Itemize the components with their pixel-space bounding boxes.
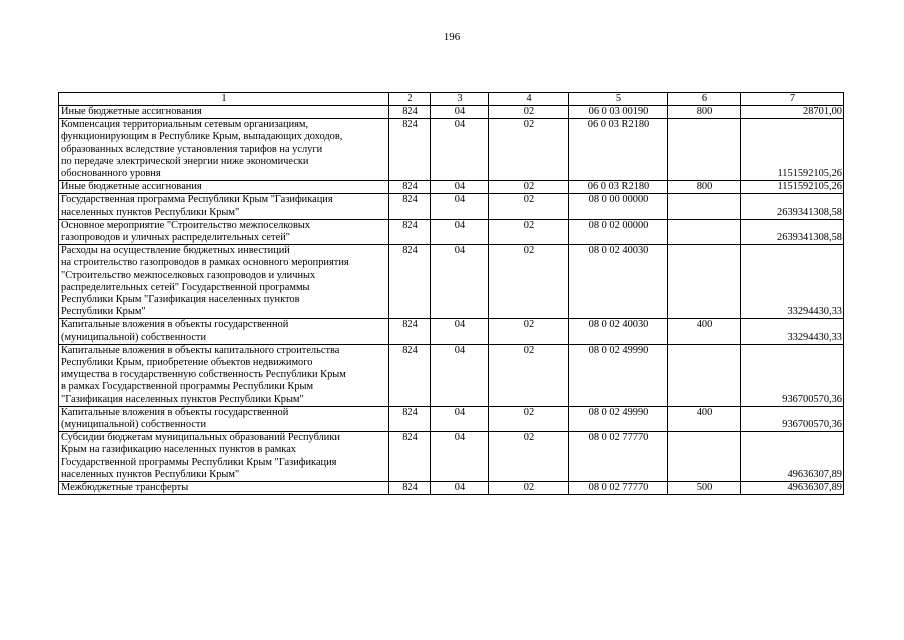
- table-row: [59, 181, 844, 194]
- row-name: Иные бюджетные ассигнования: [61, 106, 202, 117]
- row-section-cell: 04: [431, 319, 489, 344]
- row-code-cell: 824: [389, 319, 431, 344]
- row-target-cell: 08 0 02 49990: [569, 344, 668, 406]
- row-amount-cell: 936700570,36: [741, 406, 844, 431]
- row-subsection-cell: 02: [489, 181, 569, 194]
- row-expense-type-cell: 500: [668, 482, 741, 495]
- row-expense-type-cell: 400: [668, 319, 741, 344]
- table-header-row: [59, 93, 844, 106]
- row-code-cell: 824: [389, 219, 431, 244]
- row-expense-type-cell: [668, 344, 741, 406]
- row-amount-cell: 49636307,89: [741, 482, 844, 495]
- row-subsection-cell: 02: [489, 245, 569, 319]
- row-code-cell: 824: [389, 432, 431, 482]
- row-expense-type-cell: [668, 245, 741, 319]
- row-subsection-cell: 02: [489, 406, 569, 431]
- row-target-cell: 08 0 02 40030: [569, 319, 668, 344]
- table-row: [59, 319, 844, 344]
- row-code-cell: 824: [389, 194, 431, 219]
- row-expense-type-cell: 400: [668, 406, 741, 431]
- row-section-cell: 04: [431, 194, 489, 219]
- row-name-cell: [59, 219, 389, 244]
- column-header: 1: [59, 93, 389, 106]
- table-row: [59, 406, 844, 431]
- row-code-cell: 824: [389, 119, 431, 181]
- row-name-cell: [59, 245, 389, 319]
- row-amount-cell: 33294430,33: [741, 319, 844, 344]
- row-name: Иные бюджетные ассигнования: [61, 181, 202, 193]
- row-name: Государственная программа Республики Крым "Газификация населенных пунктов Республики Крым": [61, 194, 333, 218]
- row-subsection-cell: 02: [489, 319, 569, 344]
- row-subsection-cell: 02: [489, 119, 569, 181]
- row-target-cell: 08 0 02 00000: [569, 219, 668, 244]
- column-header: 5: [569, 93, 668, 106]
- row-name: Капитальные вложения в объекты капитального строительства Республики Крым, приобретение объектов недвижимого имущества в государственную собственность Республики Крым в рамках Государственной программы Республики Крым "Газификация населенных пунктов Республики Крым": [61, 344, 346, 405]
- row-name: Основное мероприятие "Строительство межпоселковых газопроводов и уличных распределительных сетей": [61, 219, 311, 244]
- row-section-cell: 04: [431, 432, 489, 482]
- row-name-cell: [59, 319, 389, 344]
- row-section-cell: 04: [431, 219, 489, 244]
- table-row: [59, 194, 844, 219]
- row-amount-cell: 936700570,36: [741, 344, 844, 406]
- column-header: 7: [741, 93, 844, 106]
- row-section-cell: 04: [431, 119, 489, 181]
- column-header: 6: [668, 93, 741, 106]
- row-name-cell: [59, 406, 389, 431]
- row-name-cell: [59, 119, 389, 181]
- row-section-cell: 04: [431, 344, 489, 406]
- row-expense-type-cell: [668, 432, 741, 482]
- row-name-cell: [59, 482, 389, 495]
- table-row: [59, 219, 844, 244]
- table-row: [59, 344, 844, 406]
- row-amount-cell: 28701,00: [741, 106, 844, 119]
- row-amount-cell: 2639341308,58: [741, 219, 844, 244]
- row-name: Капитальные вложения в объекты государственной (муниципальной) собственности: [61, 319, 289, 343]
- row-name: Субсидии бюджетам муниципальных образований Республики Крым на газификацию населенных пунктов в рамках Государственной программы Республики Крым "Газификация населенных пунктов Республики Крым": [61, 432, 340, 480]
- column-header: 3: [431, 93, 489, 106]
- row-target-cell: 06 0 03 R2180: [569, 119, 668, 181]
- row-subsection-cell: 02: [489, 106, 569, 119]
- column-header: 4: [489, 93, 569, 106]
- row-amount-cell: 1151592105,26: [741, 181, 844, 194]
- row-target-cell: 08 0 02 77770: [569, 432, 668, 482]
- row-target-cell: 08 0 02 40030: [569, 245, 668, 319]
- row-target-cell: 08 0 00 00000: [569, 194, 668, 219]
- row-target-cell: 06 0 03 00190: [569, 106, 668, 119]
- row-amount-cell: 1151592105,26: [741, 119, 844, 181]
- row-name: Расходы на осуществление бюджетных инвестиций на строительство газопроводов в рамках основного мероприятия "Строительство межпоселковых газопроводов и уличных распределительных сетей" Государственной программы Республики Крым "Газификация населенных пунктов Республики Крым": [61, 245, 349, 318]
- budget-table: [58, 92, 844, 495]
- row-code-cell: 824: [389, 106, 431, 119]
- row-name: Межбюджетные трансферты: [61, 482, 189, 494]
- row-name-cell: [59, 432, 389, 482]
- row-section-cell: 04: [431, 406, 489, 431]
- row-target-cell: 08 0 02 77770: [569, 482, 668, 495]
- row-name-cell: [59, 194, 389, 219]
- row-target-cell: 08 0 02 49990: [569, 406, 668, 431]
- row-name: Капитальные вложения в объекты государственной (муниципальной) собственности: [61, 406, 289, 431]
- row-section-cell: 04: [431, 482, 489, 495]
- row-expense-type-cell: [668, 194, 741, 219]
- row-expense-type-cell: 800: [668, 181, 741, 194]
- page-number: 196: [443, 31, 461, 43]
- row-section-cell: 04: [431, 245, 489, 319]
- row-amount-cell: 49636307,89: [741, 432, 844, 482]
- row-subsection-cell: 02: [489, 219, 569, 244]
- row-expense-type-cell: 800: [668, 106, 741, 119]
- table-row: [59, 245, 844, 319]
- row-code-cell: 824: [389, 181, 431, 194]
- row-code-cell: 824: [389, 406, 431, 431]
- row-name-cell: [59, 106, 389, 119]
- table-row: [59, 106, 844, 119]
- row-target-cell: 06 0 03 R2180: [569, 181, 668, 194]
- row-amount-cell: 2639341308,58: [741, 194, 844, 219]
- row-amount-cell: 33294430,33: [741, 245, 844, 319]
- row-code-cell: 824: [389, 344, 431, 406]
- row-section-cell: 04: [431, 181, 489, 194]
- row-name-cell: [59, 344, 389, 406]
- row-expense-type-cell: [668, 219, 741, 244]
- row-section-cell: 04: [431, 106, 489, 119]
- row-subsection-cell: 02: [489, 432, 569, 482]
- row-subsection-cell: 02: [489, 344, 569, 406]
- row-code-cell: 824: [389, 482, 431, 495]
- row-expense-type-cell: [668, 119, 741, 181]
- table-row: [59, 432, 844, 482]
- table-row: [59, 119, 844, 181]
- row-name: Компенсация территориальным сетевым организациям, функционирующим в Республике Крым, выпадающих доходов, образованных вследствие установления тарифов на услуги по передаче электрической энергии ниже экономически обоснованного уровня: [61, 119, 343, 180]
- column-header: 2: [389, 93, 431, 106]
- row-name-cell: [59, 181, 389, 194]
- row-subsection-cell: 02: [489, 482, 569, 495]
- row-code-cell: 824: [389, 245, 431, 319]
- table-row: [59, 482, 844, 495]
- row-subsection-cell: 02: [489, 194, 569, 219]
